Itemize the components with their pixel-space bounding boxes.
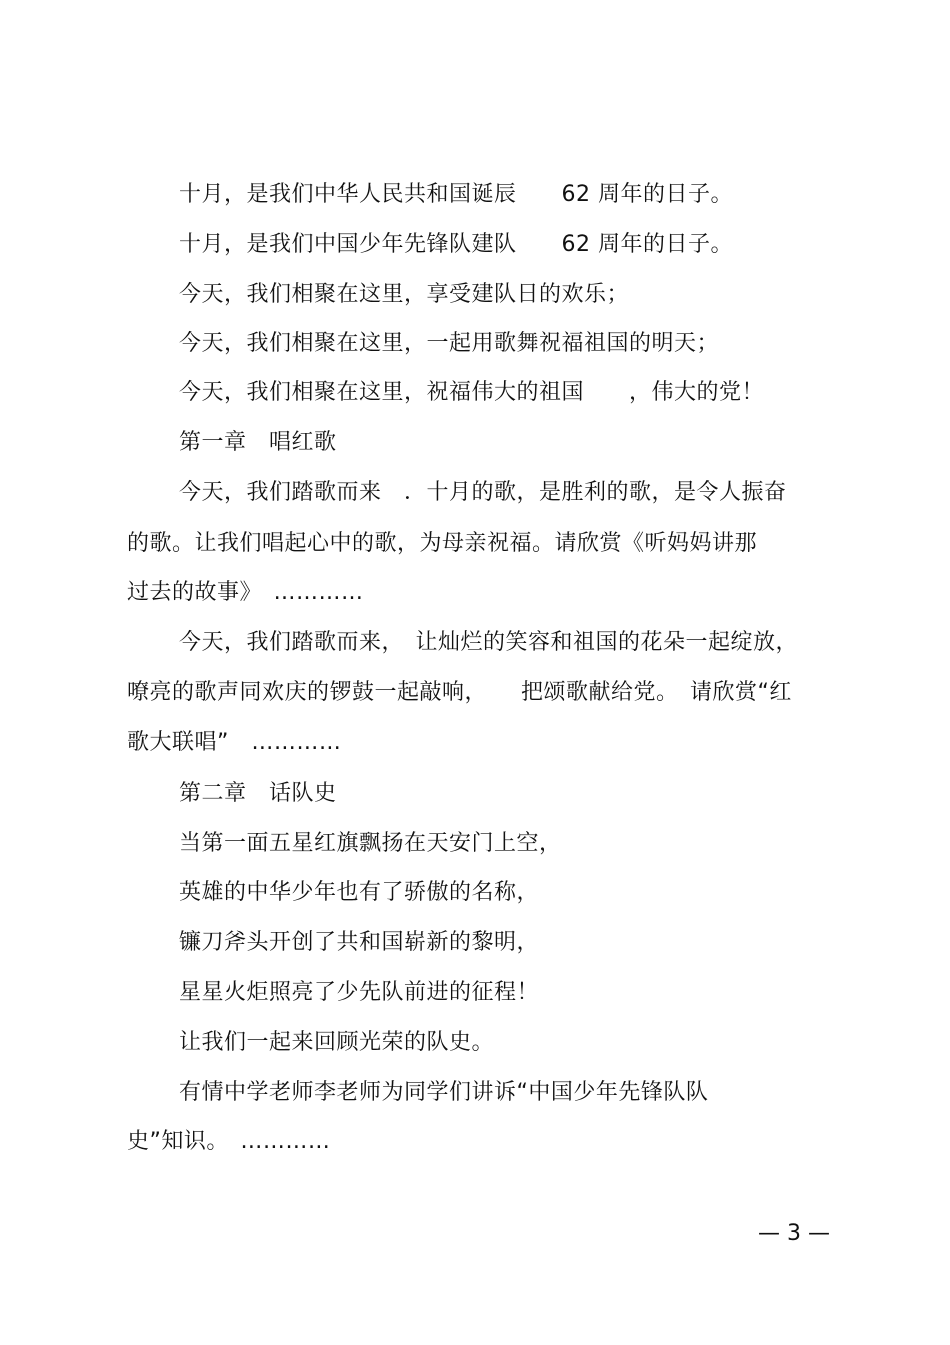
text-line: 史”知识。 ………… — [127, 1129, 331, 1154]
page-number: — 3 — — [758, 1221, 830, 1246]
chapter-heading: 第二章 话队史 — [179, 781, 337, 806]
text-line: 有情中学老师李老师为同学们讲诉“中国少年先锋队队 — [179, 1080, 709, 1105]
chapter-heading: 第一章 唱红歌 — [179, 430, 337, 455]
text-line: 过去的故事》 ………… — [127, 580, 364, 605]
text-line: 今天，我们踏歌而来， 让灿烂的笑容和祖国的花朵一起绽放， — [179, 630, 799, 655]
text-line: 镰刀斧头开创了共和国崭新的黎明， — [179, 930, 540, 955]
text-line: 今天，我们相聚在这里，一起用歌舞祝福祖国的明天； — [179, 331, 720, 356]
text-line: 当第一面五星红旗飘扬在天安门上空， — [179, 831, 562, 856]
text-line: 十月，是我们中国少年先锋队建队 62 周年的日子。 — [179, 232, 733, 257]
text-line: 英雄的中华少年也有了骄傲的名称， — [179, 880, 540, 905]
text-line: 歌大联唱” ………… — [127, 730, 342, 755]
text-line: 星星火炬照亮了少先队前进的征程！ — [179, 980, 540, 1005]
text-line: 让我们一起来回顾光荣的队史。 — [179, 1030, 495, 1055]
text-line: 嘹亮的歌声同欢庆的锣鼓一起敲响， 把颂歌献给党。 请欣赏“红 — [127, 680, 792, 705]
text-line: 今天，我们相聚在这里，祝福伟大的祖国 ，伟大的党！ — [179, 380, 765, 405]
text-line: 今天，我们踏歌而来 ．十月的歌，是胜利的歌，是令人振奋 — [179, 480, 787, 505]
text-line: 今天，我们相聚在这里，享受建队日的欢乐； — [179, 282, 630, 307]
text-line: 的歌。让我们唱起心中的歌，为母亲祝福。请欣赏《听妈妈讲那 — [127, 531, 758, 556]
text-line: 十月，是我们中华人民共和国诞辰 62 周年的日子。 — [179, 182, 733, 207]
